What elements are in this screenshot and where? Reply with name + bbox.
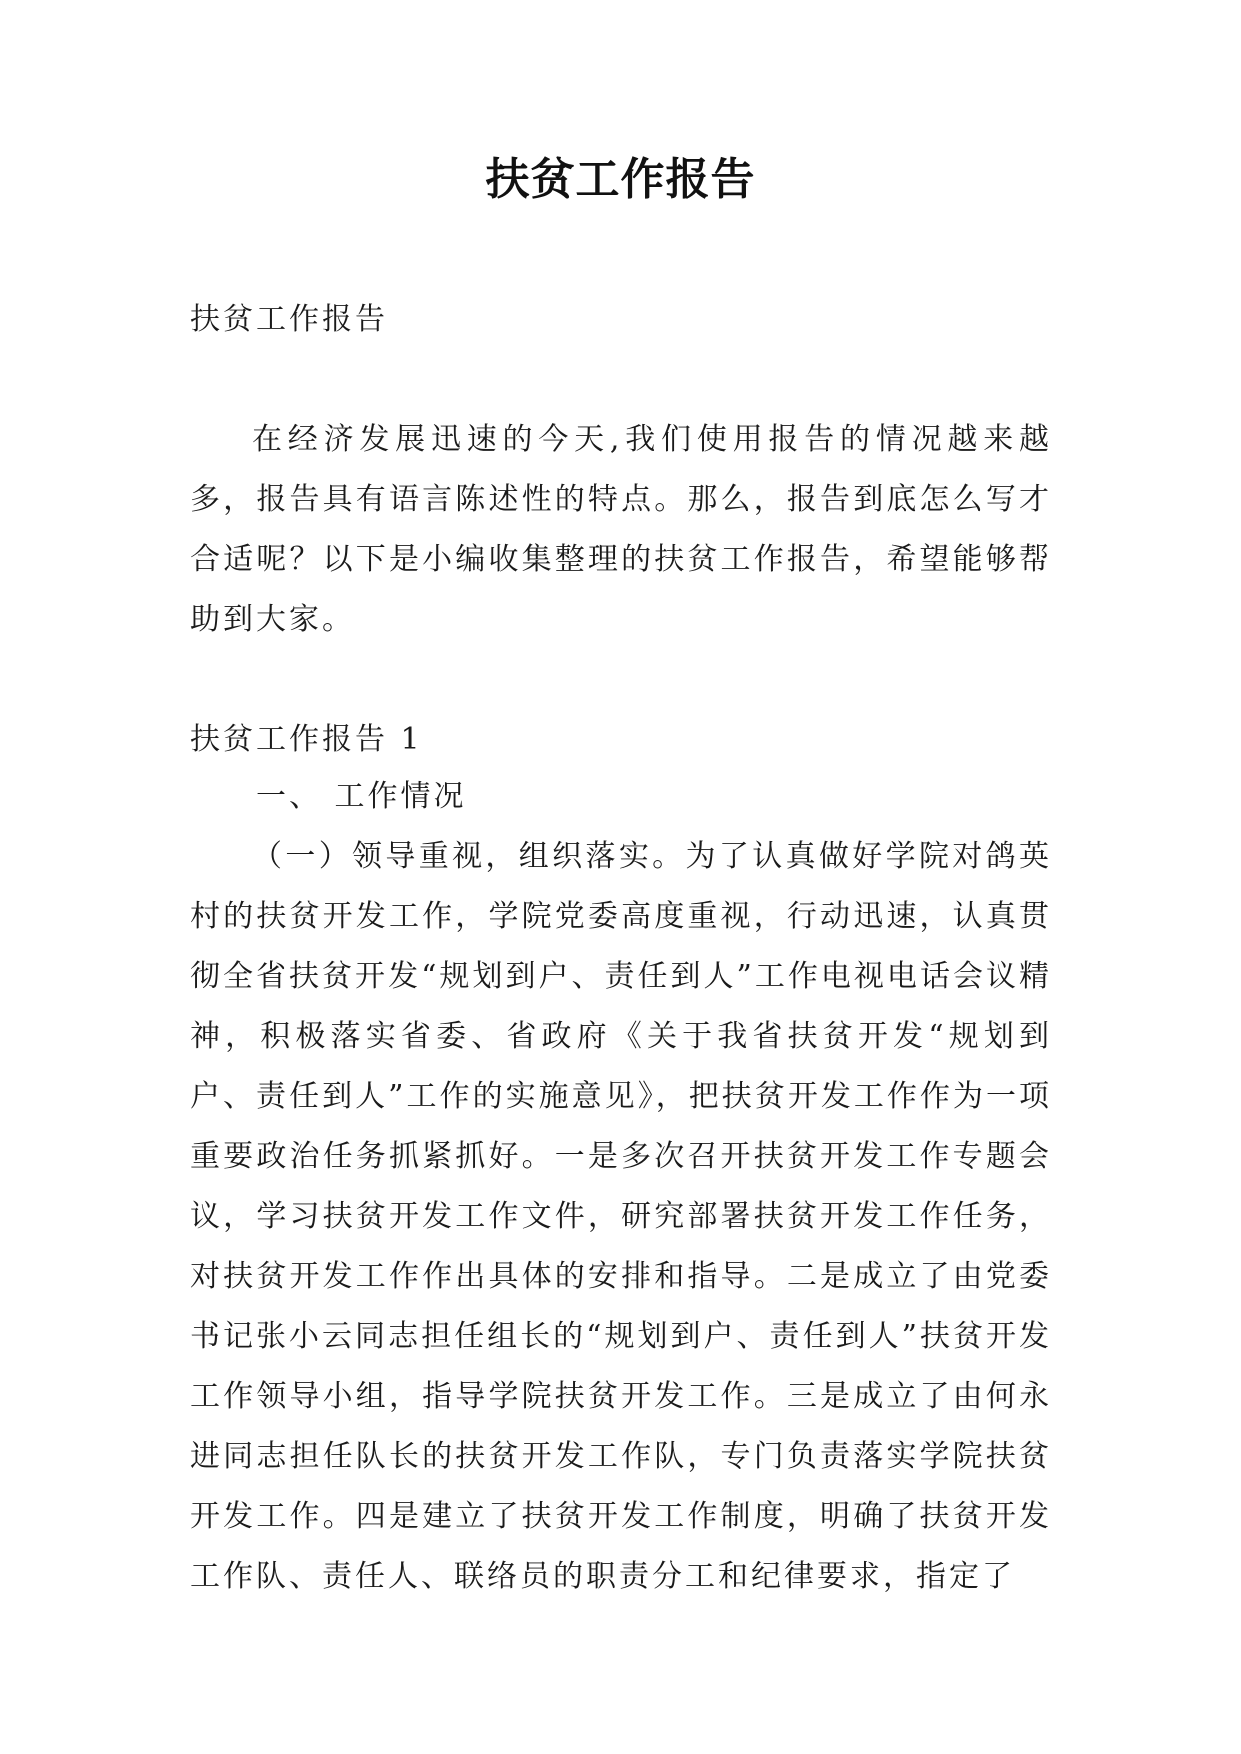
document-body (190, 290, 1052, 1607)
document-title: 扶贫工作报告 (485, 154, 756, 205)
report-heading: 扶贫工作报告 1 (190, 722, 423, 757)
body-paragraph: （一）领导重视，组织落实。为了认真做好学院对鸽英村的扶贫开发工作，学院党委高度重视，行动迅速，认真贯彻全省扶贫开发“规划到户、责任到人”工作电视电话会议精神，积极落实省委、省政府《关于我省扶贫开发“规划到户、责任到人”工作的实施意见》，把扶贫开发工作作为一项重要政治任务抓紧抓好。一是多次召开扶贫开发工作专题会议，学习扶贫开发工作文件，研究部署扶贫开发工作任务，对扶贫开发工作作出具体的安排和指导。二是成立了由党委书记张小云同志担任组长的“规划到户、责任到人”扶贫开发工作领导小组，指导学院扶贫开发工作。三是成立了由何永进同志担任队长的扶贫开发工作队，专门负责落实学院扶贫开发工作。四是建立了扶贫开发工作制度，明确了扶贫开发工作队、责任人、联络员的职责分工和纪律要求，指定了 (190, 839, 1052, 1594)
section-heading: 一、 工作情况 (256, 779, 467, 814)
document-subtitle: 扶贫工作报告 (190, 302, 388, 337)
intro-paragraph: 在经济发展迅速的今天,我们使用报告的情况越来越多，报告具有语言陈述性的特点。那么，报告到底怎么写才合适呢？以下是小编收集整理的扶贫工作报告，希望能够帮助到大家。 (190, 422, 1052, 637)
